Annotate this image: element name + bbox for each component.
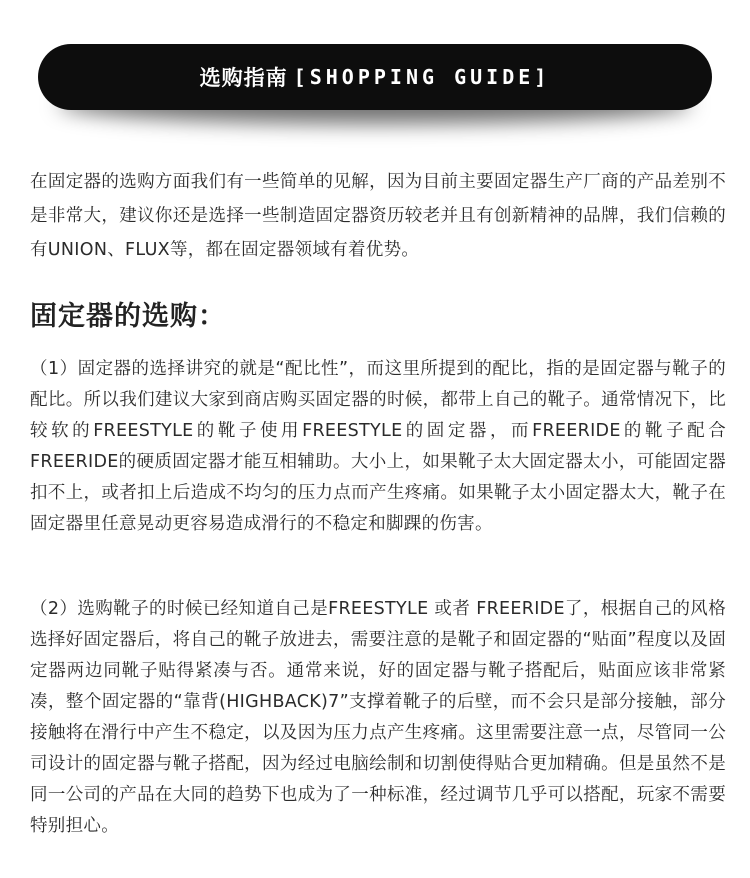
banner-pill	[38, 44, 712, 110]
section-heading: 固定器的选购：	[30, 301, 226, 332]
guide-paragraph-1: （1）固定器的选择讲究的就是“配比性”，而这里所提到的配比，指的是固定器与靴子的配比。所以我们建议大家到商店购买固定器的时候，都带上自己的靴子。通常情况下，比较软的FREESTYLE的靴子使用FREESTYLE的固定器，而FREERIDE的靴子配合FREERIDE的硬质固定器才能互相辅助。大小上，如果靴子太大固定器太小，可能固定器扣不上，或者扣上后造成不均匀的压力点而产生疼痛。如果靴子太小固定器太大，靴子在固定器里任意晃动更容易造成滑行的不稳定和脚踝的伤害。	[30, 359, 726, 534]
banner-title-cn: 选购指南	[199, 66, 288, 90]
section-banner	[38, 44, 712, 110]
intro-paragraph: 在固定器的选购方面我们有一些简单的见解，因为目前主要固定器生产厂商的产品差别不是非常大，建议你还是选择一些制造固定器资历较老并且有创新精神的品牌，我们信赖的有UNION、FLUX等，都在固定器领域有着优势。	[30, 172, 726, 260]
banner-title-en: [SHOPPING GUIDE]	[293, 65, 551, 89]
guide-paragraph-2: （2）选购靴子的时候已经知道自己是FREESTYLE 或者 FREERIDE了，根据自己的风格选择好固定器后，将自己的靴子放进去，需要注意的是靴子和固定器的“贴面”程度以及固定器两边同靴子贴得紧凑与否。通常来说，好的固定器与靴子搭配后，贴面应该非常紧凑，整个固定器的“靠背(HIGHBACK)7”支撑着靴子的后壁，而不会只是部分接触，部分接触将在滑行中产生不稳定，以及因为压力点产生疼痛。这里需要注意一点，尽管同一公司设计的固定器与靴子搭配，因为经过电脑绘制和切割使得贴合更加精确。但是虽然不是同一公司的产品在大同的趋势下也成为了一种标准，经过调节几乎可以搭配，玩家不需要特别担心。	[30, 599, 726, 836]
